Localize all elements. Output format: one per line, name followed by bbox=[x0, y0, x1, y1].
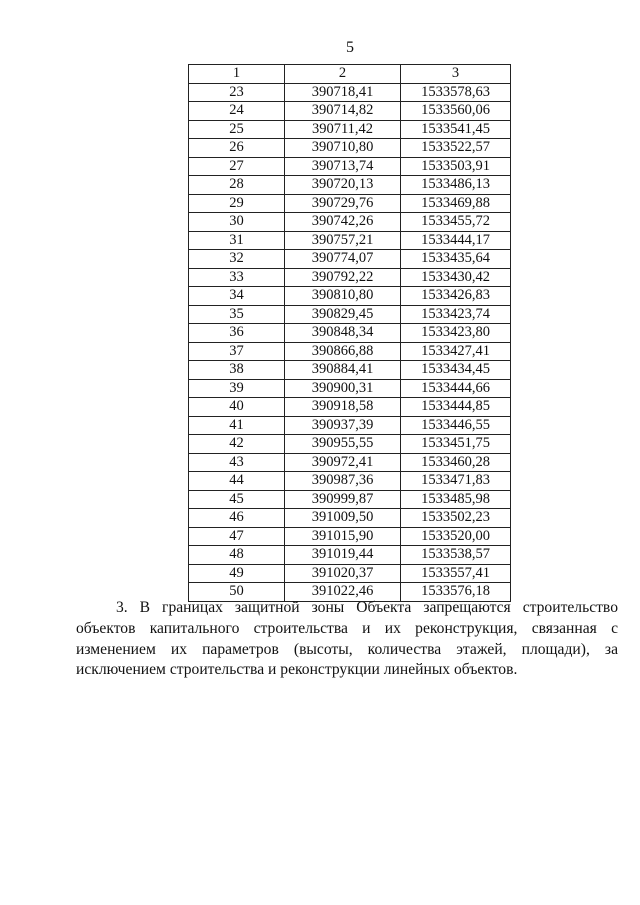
table-row bbox=[189, 176, 511, 195]
x-coordinate-cell: 391019,44 bbox=[285, 546, 401, 565]
y-coordinate-cell: 1533446,55 bbox=[401, 416, 511, 435]
table-row bbox=[189, 324, 511, 343]
y-coordinate-cell: 1533471,83 bbox=[401, 472, 511, 491]
y-coordinate-cell: 1533576,18 bbox=[401, 583, 511, 602]
x-coordinate-cell: 391015,90 bbox=[285, 527, 401, 546]
table-row bbox=[189, 472, 511, 491]
coordinates-table bbox=[188, 64, 511, 602]
y-coordinate-cell: 1533541,45 bbox=[401, 120, 511, 139]
table-row bbox=[189, 194, 511, 213]
y-coordinate-cell: 1533430,42 bbox=[401, 268, 511, 287]
x-coordinate-cell: 390829,45 bbox=[285, 305, 401, 324]
y-coordinate-cell: 1533538,57 bbox=[401, 546, 511, 565]
table-row bbox=[189, 83, 511, 102]
x-coordinate-cell: 390810,80 bbox=[285, 287, 401, 306]
x-coordinate-cell: 390774,07 bbox=[285, 250, 401, 269]
table-body bbox=[189, 83, 511, 601]
point-number-cell: 44 bbox=[189, 472, 285, 491]
table-row bbox=[189, 361, 511, 380]
x-coordinate-cell: 390937,39 bbox=[285, 416, 401, 435]
y-coordinate-cell: 1533485,98 bbox=[401, 490, 511, 509]
table-row bbox=[189, 527, 511, 546]
table-row bbox=[189, 453, 511, 472]
y-coordinate-cell: 1533455,72 bbox=[401, 213, 511, 232]
table-row bbox=[189, 435, 511, 454]
point-number-cell: 35 bbox=[189, 305, 285, 324]
table-header-row bbox=[189, 65, 511, 84]
point-number-cell: 50 bbox=[189, 583, 285, 602]
x-coordinate-cell: 390742,26 bbox=[285, 213, 401, 232]
point-number-cell: 25 bbox=[189, 120, 285, 139]
table-row bbox=[189, 102, 511, 121]
table-row bbox=[189, 509, 511, 528]
x-coordinate-cell: 390792,22 bbox=[285, 268, 401, 287]
point-number-cell: 49 bbox=[189, 564, 285, 583]
x-coordinate-cell: 390884,41 bbox=[285, 361, 401, 380]
table-row bbox=[189, 379, 511, 398]
x-coordinate-cell: 390711,42 bbox=[285, 120, 401, 139]
x-coordinate-cell: 390720,13 bbox=[285, 176, 401, 195]
y-coordinate-cell: 1533522,57 bbox=[401, 139, 511, 158]
column-header-x: 2 bbox=[285, 65, 401, 84]
point-number-cell: 45 bbox=[189, 490, 285, 509]
point-number-cell: 28 bbox=[189, 176, 285, 195]
y-coordinate-cell: 1533486,13 bbox=[401, 176, 511, 195]
y-coordinate-cell: 1533444,85 bbox=[401, 398, 511, 417]
x-coordinate-cell: 390729,76 bbox=[285, 194, 401, 213]
point-number-cell: 40 bbox=[189, 398, 285, 417]
x-coordinate-cell: 390918,58 bbox=[285, 398, 401, 417]
point-number-cell: 30 bbox=[189, 213, 285, 232]
x-coordinate-cell: 390848,34 bbox=[285, 324, 401, 343]
point-number-cell: 27 bbox=[189, 157, 285, 176]
y-coordinate-cell: 1533503,91 bbox=[401, 157, 511, 176]
table-row bbox=[189, 564, 511, 583]
y-coordinate-cell: 1533435,64 bbox=[401, 250, 511, 269]
x-coordinate-cell: 390972,41 bbox=[285, 453, 401, 472]
point-number-cell: 47 bbox=[189, 527, 285, 546]
x-coordinate-cell: 390718,41 bbox=[285, 83, 401, 102]
point-number-cell: 34 bbox=[189, 287, 285, 306]
table-row bbox=[189, 157, 511, 176]
point-number-cell: 24 bbox=[189, 102, 285, 121]
y-coordinate-cell: 1533560,06 bbox=[401, 102, 511, 121]
point-number-cell: 38 bbox=[189, 361, 285, 380]
x-coordinate-cell: 391009,50 bbox=[285, 509, 401, 528]
point-number-cell: 32 bbox=[189, 250, 285, 269]
y-coordinate-cell: 1533460,28 bbox=[401, 453, 511, 472]
table-row bbox=[189, 213, 511, 232]
y-coordinate-cell: 1533557,41 bbox=[401, 564, 511, 583]
y-coordinate-cell: 1533434,45 bbox=[401, 361, 511, 380]
point-number-cell: 42 bbox=[189, 435, 285, 454]
x-coordinate-cell: 390710,80 bbox=[285, 139, 401, 158]
x-coordinate-cell: 390900,31 bbox=[285, 379, 401, 398]
y-coordinate-cell: 1533502,23 bbox=[401, 509, 511, 528]
point-number-cell: 36 bbox=[189, 324, 285, 343]
table-row bbox=[189, 287, 511, 306]
point-number-cell: 39 bbox=[189, 379, 285, 398]
point-number-cell: 48 bbox=[189, 546, 285, 565]
point-number-cell: 41 bbox=[189, 416, 285, 435]
column-header-number: 1 bbox=[189, 65, 285, 84]
x-coordinate-cell: 390999,87 bbox=[285, 490, 401, 509]
point-number-cell: 29 bbox=[189, 194, 285, 213]
y-coordinate-cell: 1533426,83 bbox=[401, 287, 511, 306]
point-number-cell: 46 bbox=[189, 509, 285, 528]
point-number-cell: 37 bbox=[189, 342, 285, 361]
y-coordinate-cell: 1533520,00 bbox=[401, 527, 511, 546]
column-header-y: 3 bbox=[401, 65, 511, 84]
y-coordinate-cell: 1533469,88 bbox=[401, 194, 511, 213]
point-number-cell: 23 bbox=[189, 83, 285, 102]
table-row bbox=[189, 268, 511, 287]
table-row bbox=[189, 305, 511, 324]
table-row bbox=[189, 416, 511, 435]
table-row bbox=[189, 342, 511, 361]
y-coordinate-cell: 1533578,63 bbox=[401, 83, 511, 102]
point-number-cell: 43 bbox=[189, 453, 285, 472]
table-row bbox=[189, 120, 511, 139]
y-coordinate-cell: 1533423,80 bbox=[401, 324, 511, 343]
table-row bbox=[189, 398, 511, 417]
table-row bbox=[189, 250, 511, 269]
x-coordinate-cell: 391020,37 bbox=[285, 564, 401, 583]
x-coordinate-cell: 390987,36 bbox=[285, 472, 401, 491]
page-number: 5 bbox=[346, 39, 354, 56]
y-coordinate-cell: 1533444,17 bbox=[401, 231, 511, 250]
x-coordinate-cell: 390757,21 bbox=[285, 231, 401, 250]
restriction-paragraph: 3. В границах защитной зоны Объекта запрещаются строительство объектов капитального строительства и их реконструкция, связанная с изменением их параметров (высоты, количества этажей, площади), за исключением строительства и реконструкции линейных объектов. bbox=[76, 599, 618, 679]
x-coordinate-cell: 390955,55 bbox=[285, 435, 401, 454]
y-coordinate-cell: 1533451,75 bbox=[401, 435, 511, 454]
x-coordinate-cell: 390713,74 bbox=[285, 157, 401, 176]
point-number-cell: 26 bbox=[189, 139, 285, 158]
x-coordinate-cell: 390866,88 bbox=[285, 342, 401, 361]
point-number-cell: 31 bbox=[189, 231, 285, 250]
x-coordinate-cell: 391022,46 bbox=[285, 583, 401, 602]
y-coordinate-cell: 1533427,41 bbox=[401, 342, 511, 361]
point-number-cell: 33 bbox=[189, 268, 285, 287]
x-coordinate-cell: 390714,82 bbox=[285, 102, 401, 121]
y-coordinate-cell: 1533444,66 bbox=[401, 379, 511, 398]
y-coordinate-cell: 1533423,74 bbox=[401, 305, 511, 324]
table-row bbox=[189, 231, 511, 250]
table-row bbox=[189, 546, 511, 565]
table-row bbox=[189, 139, 511, 158]
table-row bbox=[189, 490, 511, 509]
